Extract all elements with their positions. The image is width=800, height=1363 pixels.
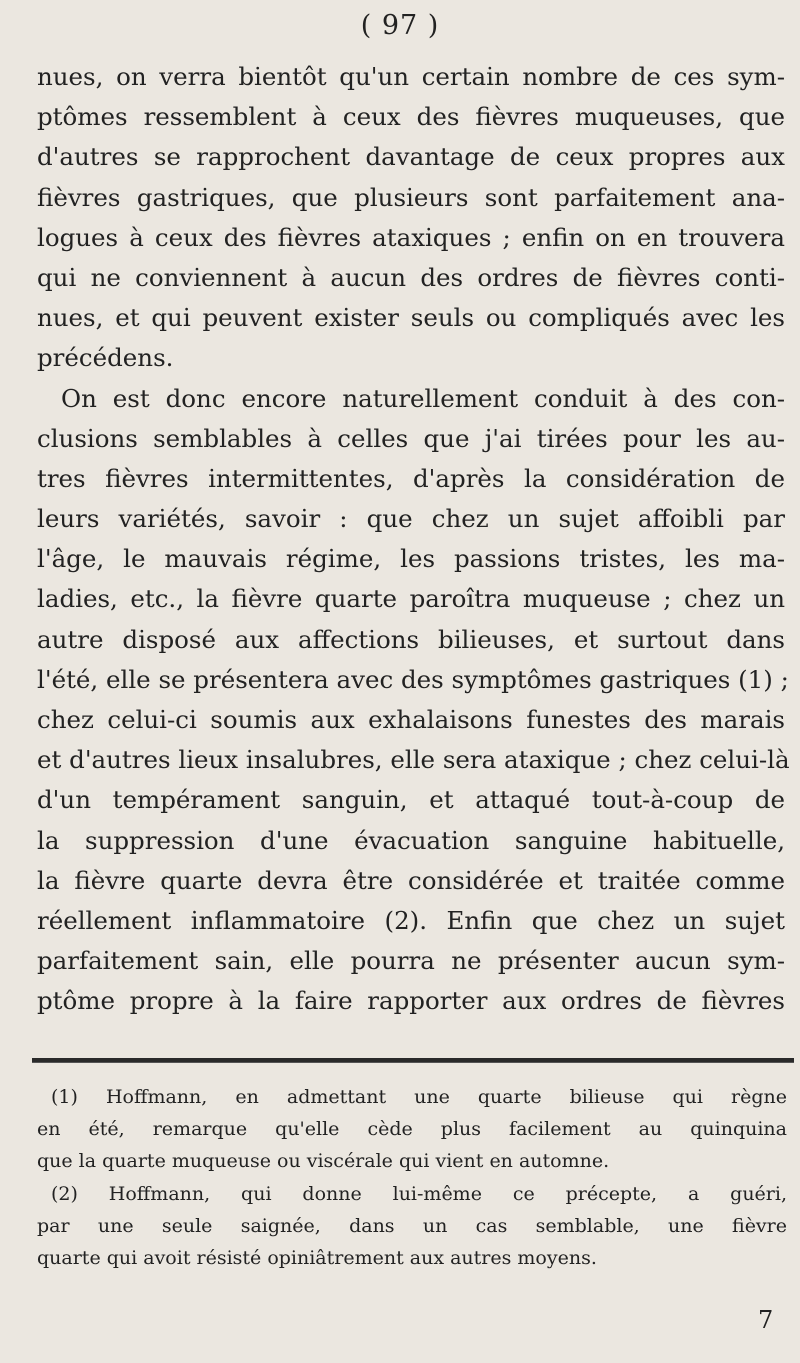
signature-mark: 7 (758, 1306, 774, 1334)
footnote-line: (1) Hoffmann, en admettant une quarte bilieuse qui règne (51, 1086, 787, 1108)
text-line: ptôme propre à la faire rapporter aux ordres de fièvres (37, 986, 785, 1016)
text-line: parfaitement sain, elle pourra ne présenter aucun sym- (37, 946, 785, 976)
text-line: et d'autres lieux insalubres, elle sera ataxique ; chez celui-là (37, 745, 790, 775)
footnote-line: quarte qui avoit résisté opiniâtrement aux autres moyens. (37, 1246, 597, 1269)
text-line: logues à ceux des fièvres ataxiques ; enfin on en trouvera (37, 222, 785, 252)
text-line: d'autres se rapprochent davantage de ceux propres aux (37, 142, 785, 172)
text-line: réellement inflammatoire (2). Enfin que chez un sujet (37, 905, 785, 935)
text-line: leurs variétés, savoir : que chez un sujet affoibli par (37, 504, 785, 534)
text-line: tres fièvres intermittentes, d'après la considération de (37, 463, 785, 493)
text-line: clusions semblables à celles que j'ai tirées pour les au- (37, 423, 785, 453)
text-line: la fièvre quarte devra être considérée et traitée comme (37, 865, 785, 895)
footnote-line: par une seule saignée, dans un cas semblable, une fièvre (37, 1214, 787, 1237)
footnote-line: en été, remarque qu'elle cède plus facilement au quinquina (37, 1118, 787, 1141)
page-number: ( 97 ) (360, 10, 440, 41)
footnote-divider (32, 1058, 794, 1063)
footnote-line: (2) Hoffmann, qui donne lui-même ce précepte, a guéri, (51, 1182, 787, 1205)
footnote-line: que la quarte muqueuse ou viscérale qui vient en automne. (37, 1150, 610, 1173)
text-line: fièvres gastriques, que plusieurs sont parfaitement ana- (37, 182, 785, 212)
text-line: qui ne conviennent à aucun des ordres de fièvres conti- (37, 262, 785, 292)
text-line: nues, on verra bientôt qu'un certain nombre de ces sym- (37, 62, 785, 91)
text-line: ptômes ressemblent à ceux des fièvres muqueuses, que (37, 102, 785, 132)
text-line: l'été, elle se présentera avec des symptômes gastriques (1) ; (37, 664, 789, 694)
text-line: ladies, etc., la fièvre quarte paroîtra muqueuse ; chez un (37, 584, 785, 614)
text-line: la suppression d'une évacuation sanguine habituelle, (37, 825, 785, 855)
main-text (37, 57, 790, 1022)
text-line: d'un tempérament sanguin, et attaqué tout-à-coup de (37, 785, 785, 815)
text-line: précédens. (37, 343, 174, 373)
footnotes (37, 1081, 787, 1274)
text-line: nues, et qui peuvent exister seuls ou compliqués avec les (37, 303, 785, 333)
text-line: autre disposé aux affections bilieuses, et surtout dans (37, 624, 785, 654)
text-line: On est donc encore naturellement conduit à des con- (61, 383, 785, 413)
text-line: l'âge, le mauvais régime, les passions tristes, les ma- (37, 544, 785, 574)
text-line: chez celui-ci soumis aux exhalaisons funestes des marais (37, 705, 785, 734)
